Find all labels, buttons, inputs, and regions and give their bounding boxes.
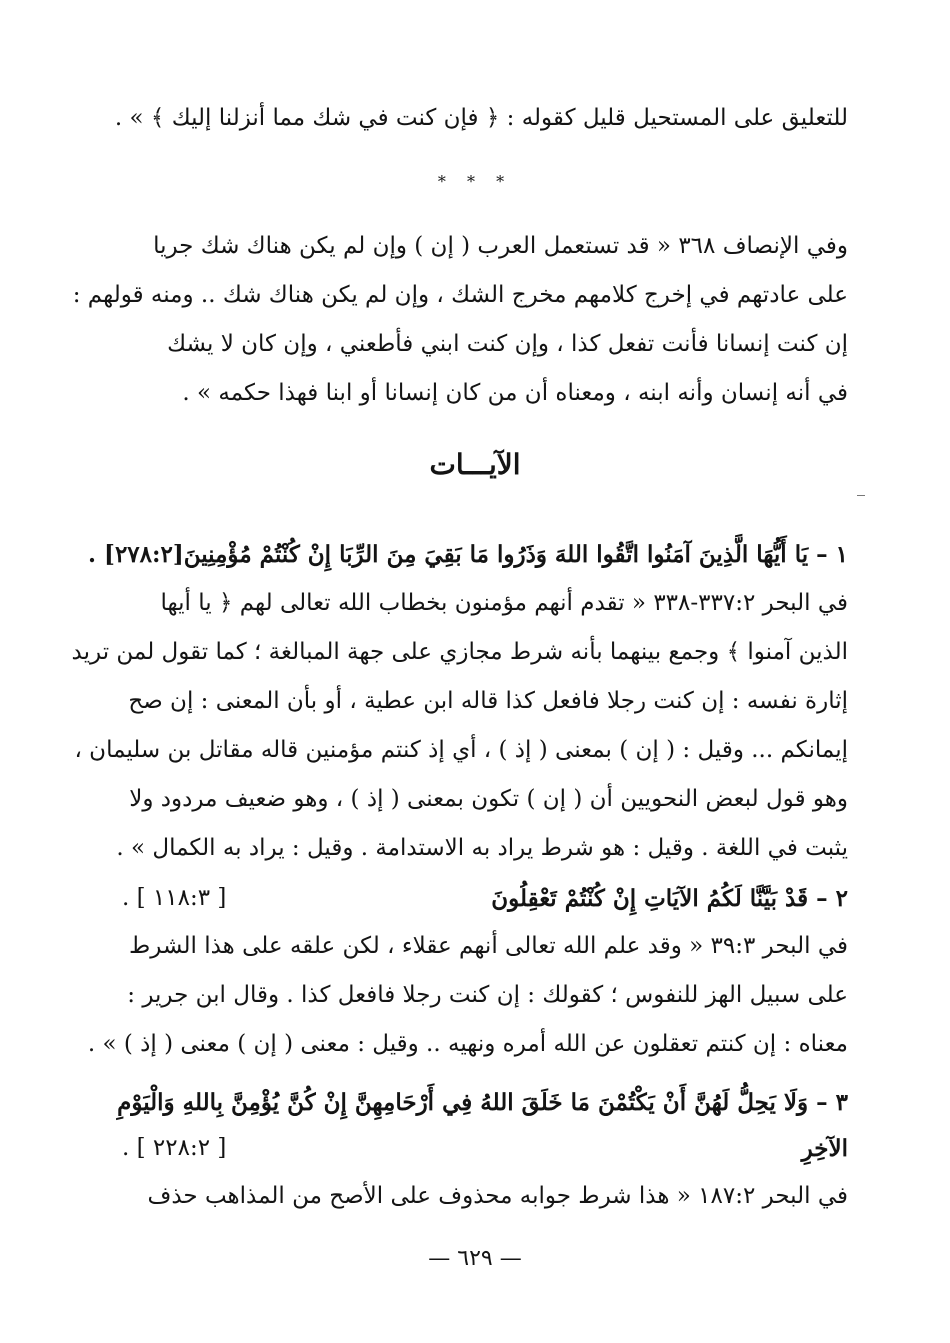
paragraph-line: إثارة نفسه : إن كنت رجلا فافعل كذا قاله ابن عطية ، أو بأن المعنى : إن صح xyxy=(128,688,848,714)
section-heading: الآيـــات xyxy=(429,448,521,481)
margin-mark xyxy=(857,495,865,496)
verse-2-commentary xyxy=(87,922,848,1069)
paragraph-line: إن كنت إنسانا فأنت تفعل كذا ، وإن كنت ابني فأطعني ، وإن كان لا يشك xyxy=(167,331,848,357)
verse-3-text-end: الآخِرِ xyxy=(801,1135,848,1162)
verse-3-reference: [ ٢٢٨:٢ ] . xyxy=(122,1135,227,1161)
paragraph-line: إيمانكم ... وقيل : ( إن ) بمعنى ( إذ ) ، أي إذ كنتم مؤمنين قاله مقاتل بن سليمان ، xyxy=(74,737,848,763)
top-line xyxy=(114,94,848,143)
verse-2-row xyxy=(122,874,848,924)
verse-2-reference: [ ١١٨:٣ ] . xyxy=(122,885,227,911)
insaf-paragraph xyxy=(72,222,848,418)
top-line-text: للتعليق على المستحيل قليل كقوله : ﴿ فإن كنت في شك مما أنزلنا إليك ﴾ » . xyxy=(114,105,848,131)
paragraph-line: على سبيل الهز للنفوس ؛ كقولك : إن كنت رجلا فافعل كذا . وقال ابن جرير : xyxy=(127,982,848,1008)
verse-3-row-end xyxy=(122,1124,848,1174)
page-number: — ٦٢٩ — xyxy=(428,1246,522,1271)
paragraph-line: الذين آمنوا ﴾ وجمع بينهما بأنه شرط مجازي على جهة المبالغة ؛ كما تقول لمن تريد xyxy=(71,639,848,665)
paragraph-line: في البحر ٣٣٧:٢-٣٣٨ « تقدم أنهم مؤمنون بخطاب الله تعالى لهم ﴿ يا أيها xyxy=(160,590,848,616)
paragraph-line: في البحر ٣٩:٣ « وقد علم الله تعالى أنهم عقلاء ، لكن علقه على هذا الشرط xyxy=(129,933,848,959)
verse-3-row xyxy=(117,1078,848,1128)
verse-3-text: ٣ – وَلَا يَحِلُّ لَهُنَّ أَنْ يَكْتُمْنَ مَا خَلَقَ اللهُ فِي أَرْحَامِهِنَّ إِنْ كُنَّ يُؤْمِنَّ بِاللهِ وَالْيَوْمِ xyxy=(117,1089,848,1116)
paragraph-line: يثبت في اللغة . وقيل : هو شرط يراد به الاستدامة . وقيل : يراد به الكمال » . xyxy=(116,835,848,861)
paragraph-line: في أنه إنسان وأنه ابنه ، ومعناه أن من كان إنسانا أو ابنا فهذا حكمه » . xyxy=(182,380,848,406)
verse-1-text: ١ – يَا أَيُّهَا الَّذِينَ آمَنُوا اتَّقُوا اللهَ وَذَرُوا مَا بَقِيَ مِنَ الرِّبَا إِنْ كُنْتُمْ مُؤْمِنِينَ[٢٧٨:٢] . xyxy=(88,541,848,568)
section-separator: * * * xyxy=(437,172,513,191)
paragraph-line: في البحر ١٨٧:٢ « هذا شرط جوابه محذوف على الأصح من المذاهب حذف xyxy=(147,1183,848,1209)
verse-2-text: ٢ – قَدْ بَيَّنَّا لَكُمُ الآيَاتِ إِنْ كُنْتُمْ تَعْقِلُونَ xyxy=(491,885,848,912)
verse-3-commentary xyxy=(122,1172,848,1221)
verse-1 xyxy=(71,530,848,873)
paragraph-line: معناه : إن كنتم تعقلون عن الله أمره ونهيه .. وقيل : معنى ( إن ) معنى ( إذ ) » . xyxy=(87,1031,848,1057)
paragraph-line: على عادتهم في إخرج كلامهم مخرج الشك ، وإن لم يكن هناك شك .. ومنه قولهم : xyxy=(72,282,848,308)
paragraph-line: وهو قول لبعض النحويين أن ( إن ) تكون بمعنى ( إذ ) ، وهو ضعيف مردود ولا xyxy=(129,786,848,812)
paragraph-line: وفي الإنصاف ٣٦٨ « قد تستعمل العرب ( إن ) وإن لم يكن هناك شك جريا xyxy=(153,233,848,259)
